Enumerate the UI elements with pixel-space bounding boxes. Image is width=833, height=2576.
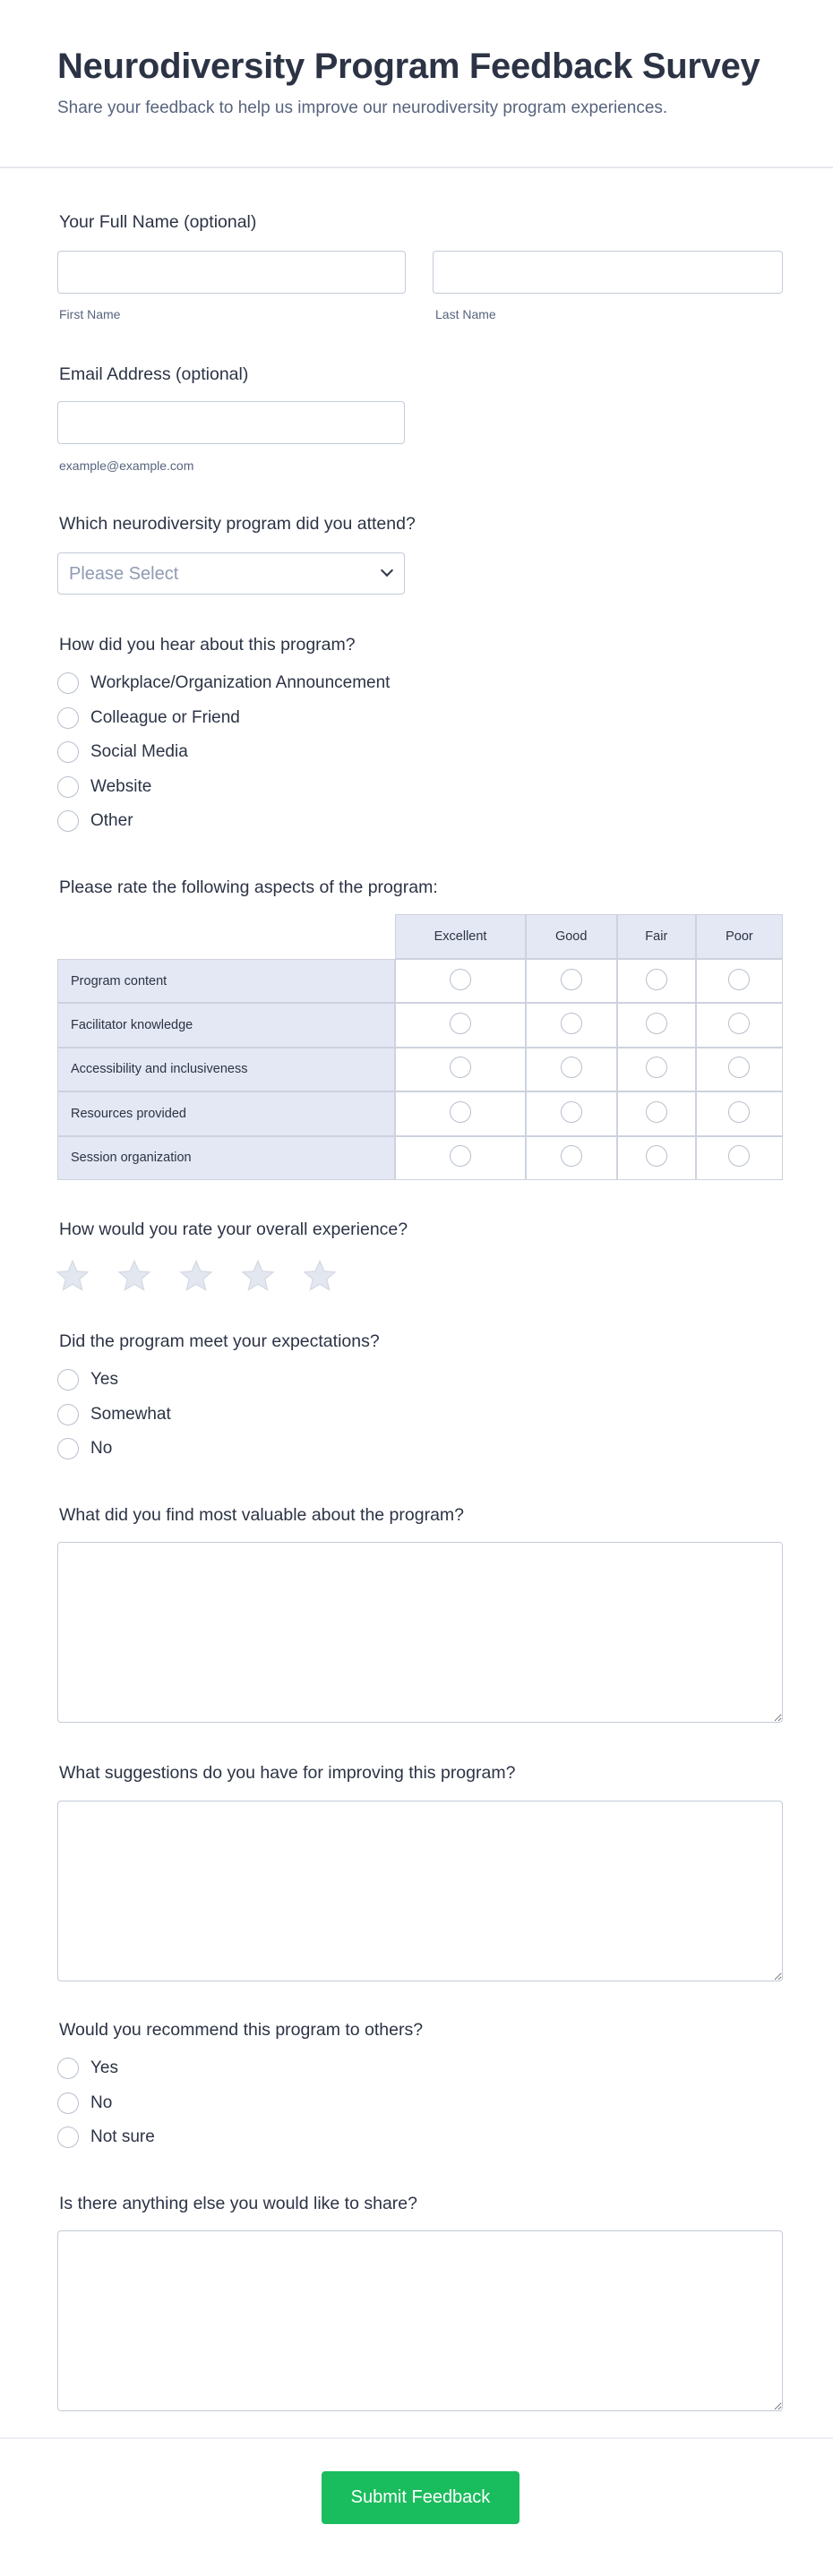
matrix-radio[interactable]: [450, 1145, 471, 1167]
matrix-row: [57, 1091, 783, 1135]
matrix-row-label: Session organization: [57, 1136, 395, 1180]
else-label: Is there anything else you would like to share?: [59, 2194, 417, 2213]
star-icon[interactable]: [56, 1259, 90, 1293]
matrix-column-header: Excellent: [395, 914, 525, 959]
matrix-column-header: Good: [526, 914, 617, 959]
star-icon[interactable]: [117, 1259, 151, 1293]
page-title: Neurodiversity Program Feedback Survey: [57, 47, 760, 86]
radio-recommend-1[interactable]: [57, 2092, 79, 2114]
matrix-row: [57, 959, 783, 1003]
star-icon[interactable]: [241, 1259, 275, 1293]
program-select-value: Please Select: [69, 564, 179, 584]
submit-button[interactable]: Submit Feedback: [322, 2471, 520, 2524]
footer-divider: [0, 2437, 833, 2439]
radio-label[interactable]: Somewhat: [90, 1404, 171, 1424]
radio-label[interactable]: Not sure: [90, 2127, 155, 2146]
matrix-radio[interactable]: [646, 1057, 667, 1078]
matrix-row: [57, 1003, 783, 1047]
radio-heard-4[interactable]: [57, 810, 79, 832]
matrix-column-header: Fair: [617, 914, 696, 959]
matrix-radio[interactable]: [561, 1101, 582, 1123]
page-subtitle: Share your feedback to help us improve our neurodiversity program experiences.: [57, 98, 668, 117]
matrix-label: Please rate the following aspects of the program:: [59, 877, 438, 897]
overall-label: How would you rate your overall experience?: [59, 1220, 408, 1239]
radio-label[interactable]: Yes: [90, 2058, 118, 2077]
radio-label[interactable]: Website: [90, 776, 152, 796]
radio-expectations-1[interactable]: [57, 1404, 79, 1425]
header-divider: [0, 167, 833, 168]
suggestions-label: What suggestions do you have for improving this program?: [59, 1763, 516, 1783]
radio-label[interactable]: Other: [90, 811, 133, 830]
matrix-radio[interactable]: [646, 969, 667, 990]
matrix-radio[interactable]: [561, 1013, 582, 1034]
matrix-row-label: Resources provided: [57, 1091, 395, 1135]
matrix-corner: [57, 914, 395, 959]
matrix-radio[interactable]: [646, 1145, 667, 1167]
valuable-label: What did you find most valuable about the program?: [59, 1505, 465, 1525]
email-input[interactable]: [57, 401, 405, 444]
matrix-radio[interactable]: [450, 969, 471, 990]
radio-heard-2[interactable]: [57, 741, 79, 763]
radio-label[interactable]: No: [90, 2092, 113, 2112]
first-name-sublabel: First Name: [59, 307, 121, 321]
last-name-input[interactable]: [433, 251, 783, 294]
email-label: Email Address (optional): [59, 364, 249, 384]
matrix-radio[interactable]: [561, 1057, 582, 1078]
matrix-row: [57, 1048, 783, 1091]
matrix-row-label: Accessibility and inclusiveness: [57, 1048, 395, 1091]
valuable-textarea[interactable]: [57, 1542, 783, 1723]
first-name-input[interactable]: [57, 251, 406, 294]
star-rating: [56, 1259, 337, 1293]
radio-heard-1[interactable]: [57, 707, 79, 729]
recommend-label: Would you recommend this program to others?: [59, 2020, 424, 2040]
matrix-radio[interactable]: [728, 969, 750, 990]
email-sublabel: example@example.com: [59, 458, 194, 473]
rating-matrix: [57, 914, 783, 1180]
last-name-sublabel: Last Name: [435, 307, 496, 321]
matrix-radio[interactable]: [728, 1145, 750, 1167]
program-label: Which neurodiversity program did you attend?: [59, 514, 416, 534]
radio-heard-0[interactable]: [57, 672, 79, 694]
else-textarea[interactable]: [57, 2230, 783, 2411]
matrix-radio[interactable]: [450, 1101, 471, 1123]
star-icon[interactable]: [303, 1259, 337, 1293]
program-select[interactable]: [57, 552, 405, 595]
matrix-radio[interactable]: [450, 1013, 471, 1034]
expectations-label: Did the program meet your expectations?: [59, 1331, 380, 1351]
matrix-radio[interactable]: [561, 969, 582, 990]
star-icon[interactable]: [179, 1259, 213, 1293]
radio-label[interactable]: No: [90, 1439, 113, 1458]
heard-label: How did you hear about this program?: [59, 635, 356, 655]
radio-recommend-2[interactable]: [57, 2127, 79, 2148]
suggestions-textarea[interactable]: [57, 1801, 783, 1981]
matrix-radio[interactable]: [561, 1145, 582, 1167]
matrix-radio[interactable]: [450, 1057, 471, 1078]
radio-label[interactable]: Yes: [90, 1370, 118, 1389]
matrix-column-header: Poor: [696, 914, 783, 959]
radio-expectations-0[interactable]: [57, 1369, 79, 1391]
full-name-label: Your Full Name (optional): [59, 212, 257, 232]
chevron-down-icon: [381, 564, 393, 577]
matrix-radio[interactable]: [728, 1013, 750, 1034]
matrix-row-label: Program content: [57, 959, 395, 1003]
radio-label[interactable]: Social Media: [90, 742, 188, 761]
matrix-radio[interactable]: [646, 1101, 667, 1123]
radio-label[interactable]: Colleague or Friend: [90, 707, 240, 727]
matrix-row: [57, 1136, 783, 1180]
matrix-radio[interactable]: [728, 1101, 750, 1123]
matrix-radio[interactable]: [646, 1013, 667, 1034]
radio-recommend-0[interactable]: [57, 2058, 79, 2079]
radio-heard-3[interactable]: [57, 776, 79, 798]
radio-expectations-2[interactable]: [57, 1438, 79, 1459]
matrix-radio[interactable]: [728, 1057, 750, 1078]
radio-label[interactable]: Workplace/Organization Announcement: [90, 673, 391, 692]
matrix-row-label: Facilitator knowledge: [57, 1003, 395, 1047]
